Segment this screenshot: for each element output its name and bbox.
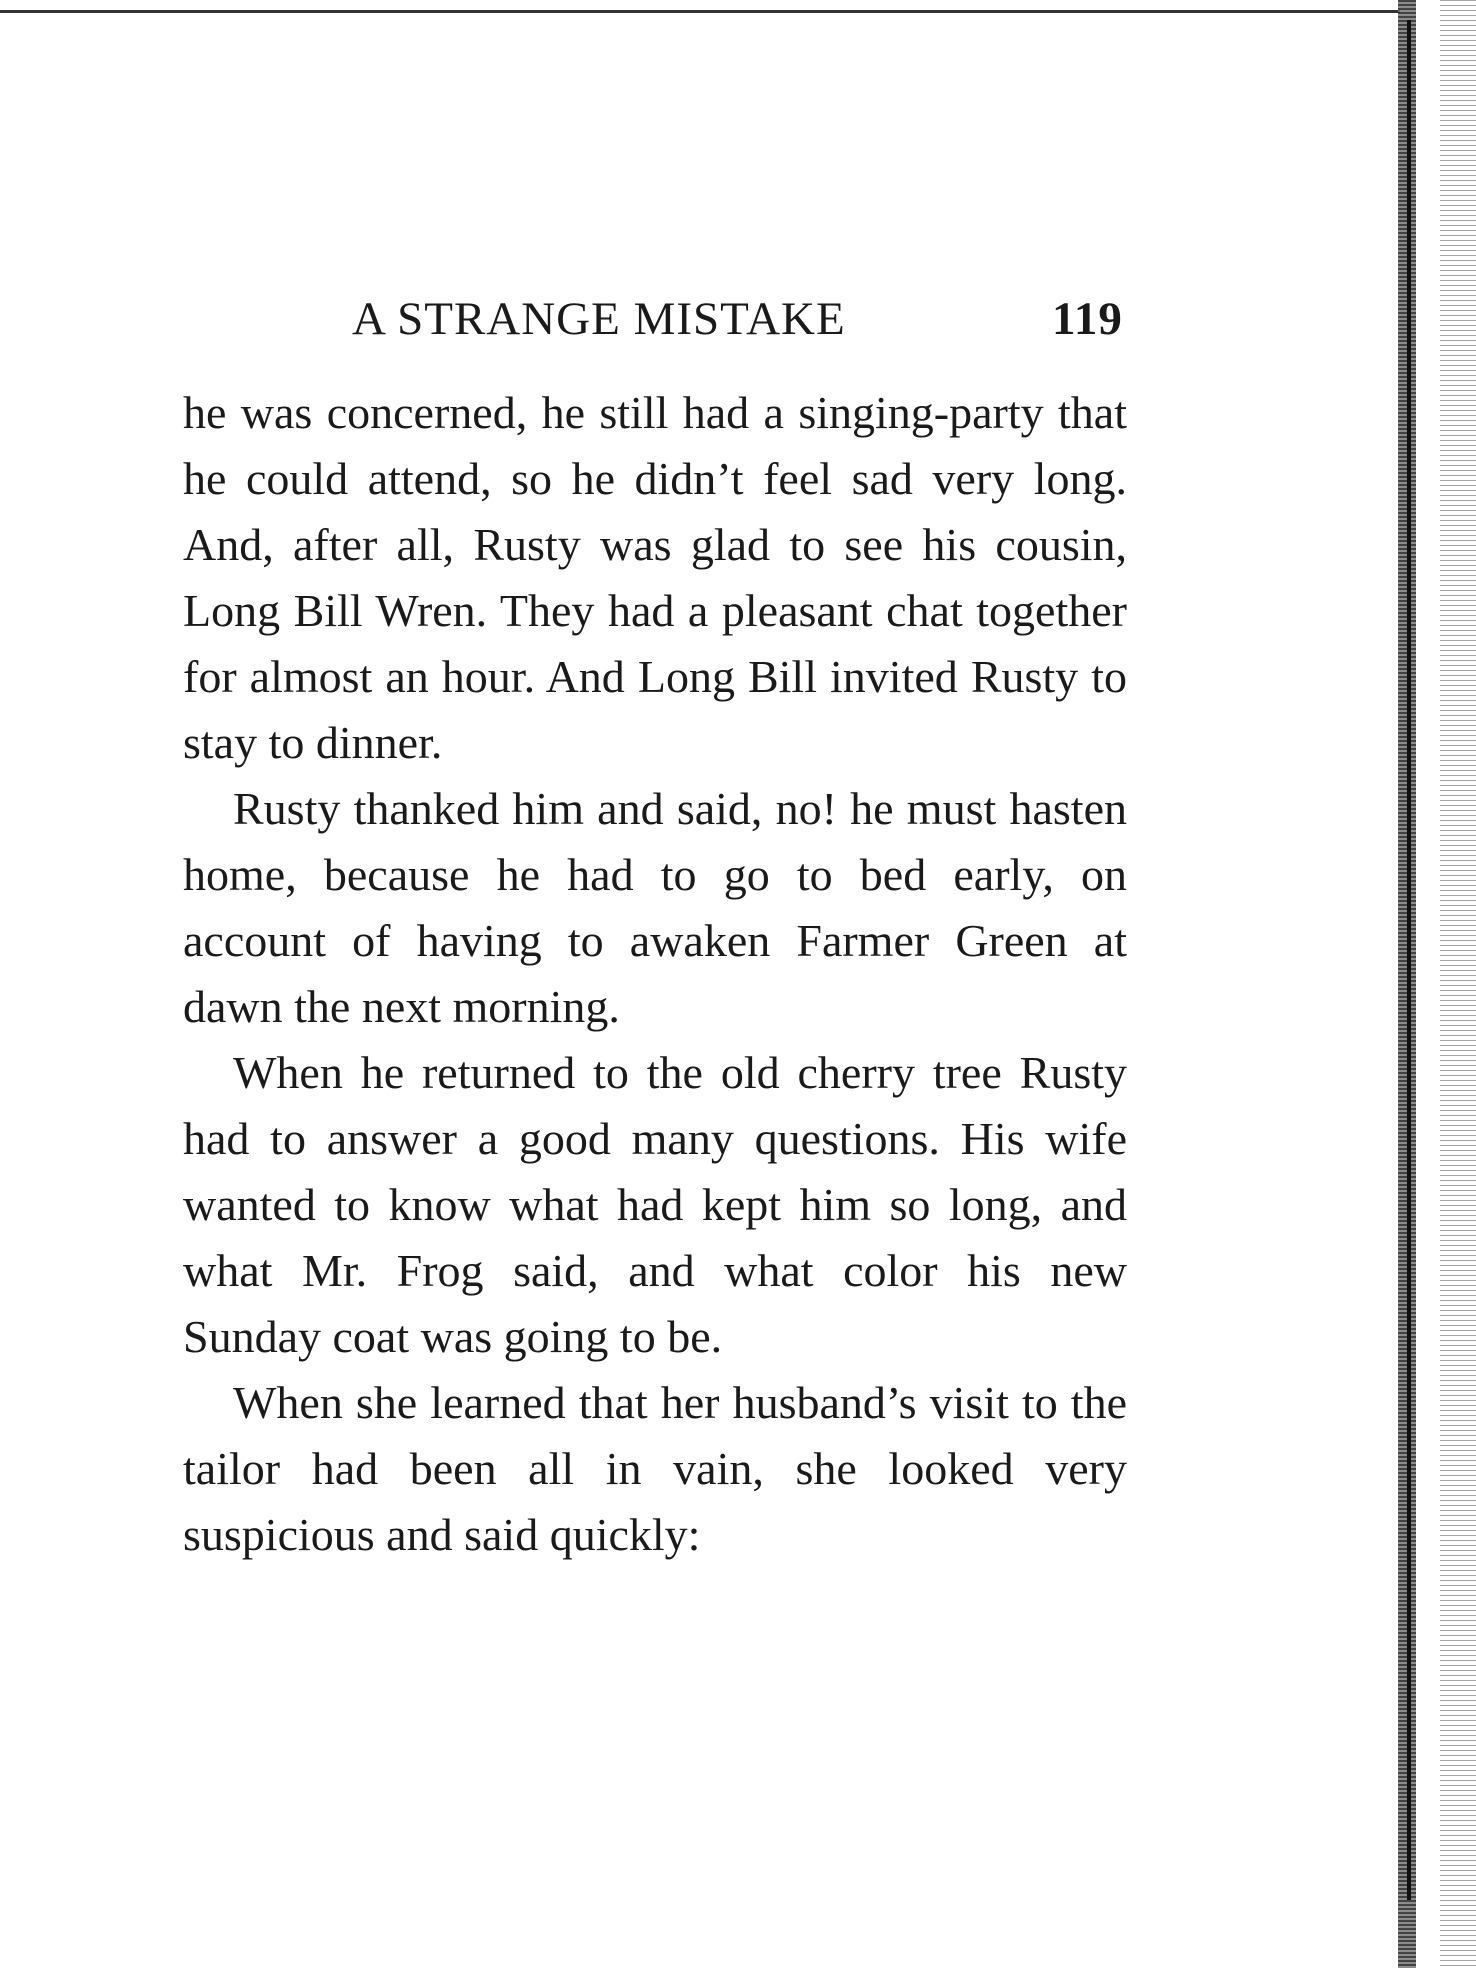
page-stack-edge bbox=[1440, 0, 1476, 1968]
top-page-edge bbox=[0, 10, 1400, 13]
paragraph-3: When he returned to the old cherry tree Rusty had to answer a good many questions. His wife wanted to know what had kept him so long, and what Mr. Frog said, and what color his new Sunday coat was going to be. bbox=[183, 1047, 1127, 1362]
paragraph-4: When she learned that her husband’s visit to the tailor had been all in vain, she looked very suspicious and said quickly: bbox=[183, 1377, 1127, 1560]
paragraph-1: he was concerned, he still had a singing-party that he could attend, so he didn’t feel sad very long. And, after all, Rusty was glad to see his cousin, Long Bill Wren. They had a pleasant chat together for almost an hour. And Long Bill invited Rusty to stay to dinner. bbox=[183, 387, 1127, 768]
page-number: 119 bbox=[1052, 293, 1123, 345]
chapter-title: A STRANGE MISTAKE bbox=[352, 293, 846, 345]
paragraph-2: Rusty thanked him and said, no! he must hasten home, because he had to go to bed early, on account of having to awaken Farmer Green at dawn the next morning. bbox=[183, 783, 1127, 1032]
running-head bbox=[352, 292, 1132, 352]
book-gutter-line bbox=[1407, 20, 1411, 1900]
page-body bbox=[183, 380, 1127, 1568]
